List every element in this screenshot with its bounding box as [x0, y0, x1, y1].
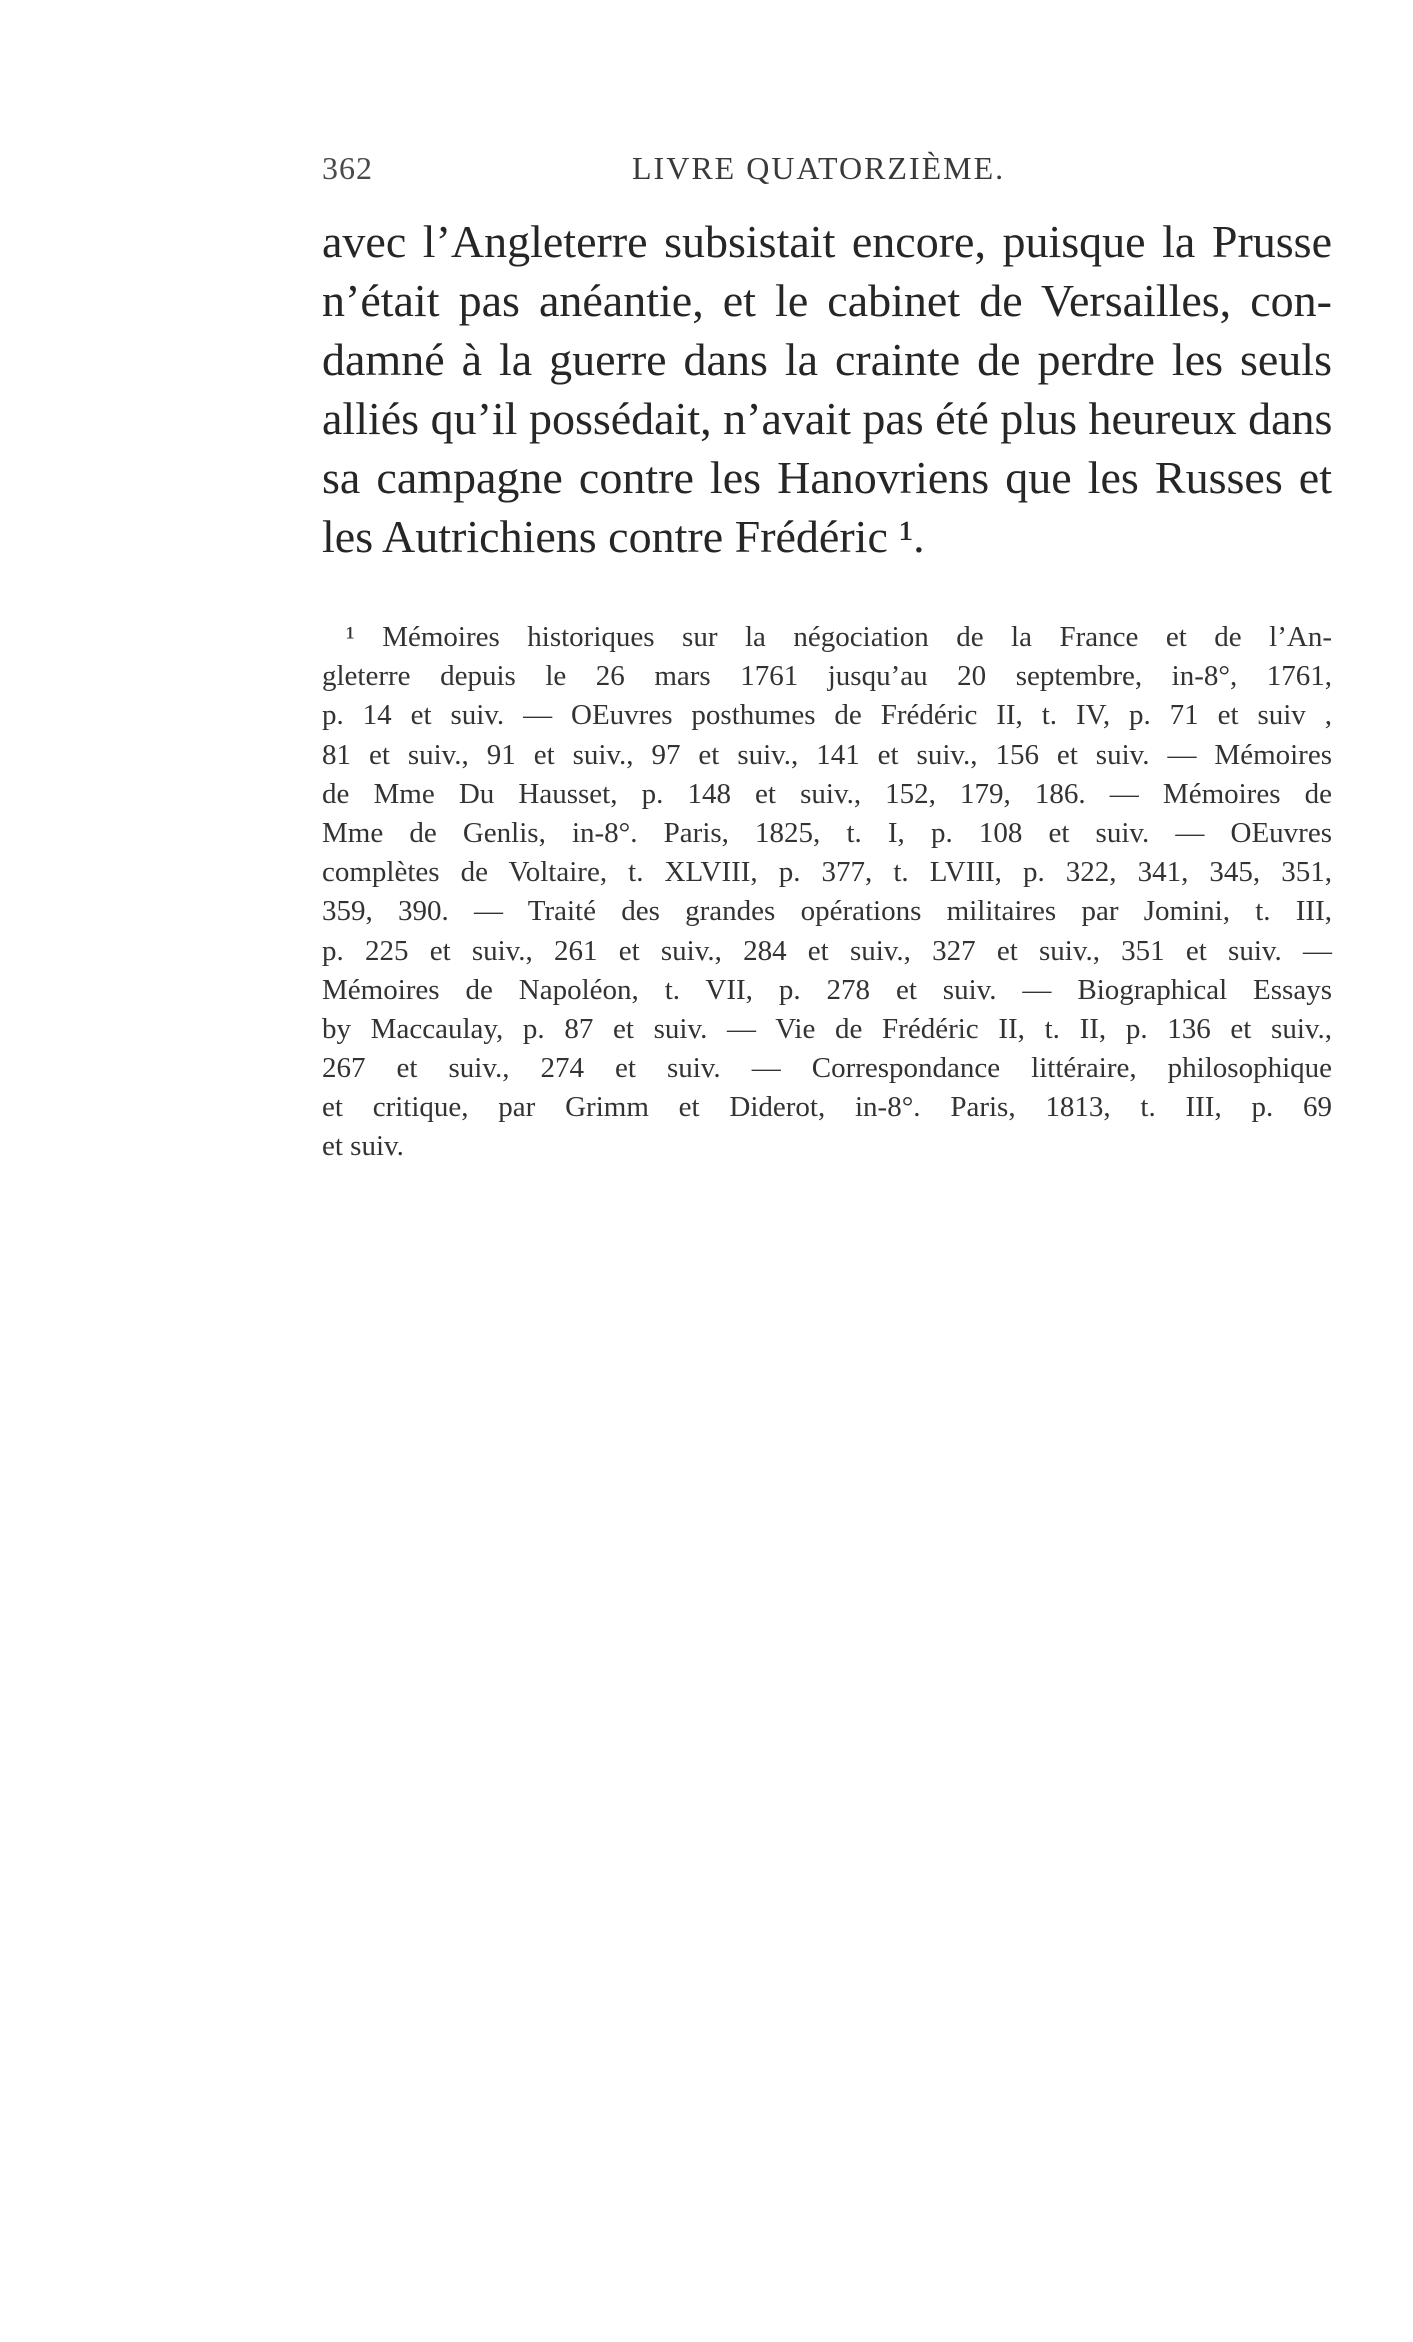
footnote-line: p. 14 et suiv. — OEuvres posthumes de Frédéric II, t. IV, p. 71 et suiv ,: [322, 699, 1332, 732]
footnote-line: gleterre depuis le 26 mars 1761 jusqu’au 20 septembre, in-8°, 1761,: [322, 660, 1332, 693]
footnote-line: de Mme Du Hausset, p. 148 et suiv., 152, 179, 186. — Mémoires de: [322, 777, 1332, 810]
footnote-line: by Maccaulay, p. 87 et suiv. — Vie de Frédéric II, t. II, p. 136 et suiv.,: [322, 1012, 1332, 1045]
footnote-line: ¹ Mémoires historiques sur la négociation de la France et de l’An-: [346, 621, 1332, 653]
footnote-line: Mémoires de Napoléon, t. VII, p. 278 et suiv. — Biographical Essays: [322, 973, 1332, 1006]
footnote: [322, 618, 1332, 1167]
footnote-line: et suiv.: [322, 1130, 404, 1163]
running-head: [322, 150, 1332, 190]
body-line: les Autrichiens contre Frédéric ¹.: [322, 511, 925, 562]
footnote-line: Mme de Genlis, in-8°. Paris, 1825, t. I, p. 108 et suiv. — OEuvres: [322, 816, 1332, 849]
body-line: avec l’Angleterre subsistait encore, puisque la Prusse: [322, 216, 1332, 267]
footnote-line: 359, 390. — Traité des grandes opérations militaires par Jomini, t. III,: [322, 895, 1332, 928]
footnote-line: 81 et suiv., 91 et suiv., 97 et suiv., 141 et suiv., 156 et suiv. — Mémoires: [322, 738, 1332, 771]
body-line: alliés qu’il possédait, n’avait pas été plus heureux dans: [322, 393, 1333, 444]
footnote-line: p. 225 et suiv., 261 et suiv., 284 et suiv., 327 et suiv., 351 et suiv. —: [322, 934, 1332, 967]
body-line: damné à la guerre dans la crainte de perdre les seuls: [322, 334, 1332, 385]
page-number: 362: [322, 150, 373, 186]
footnote-line: complètes de Voltaire, t. XLVIII, p. 377, t. LVIII, p. 322, 341, 345, 351,: [322, 856, 1332, 889]
footnote-line: 267 et suiv., 274 et suiv. — Correspondance littéraire, philosophique: [322, 1052, 1332, 1085]
footnote-line: et critique, par Grimm et Diderot, in-8°. Paris, 1813, t. III, p. 69: [322, 1091, 1332, 1124]
body-line: n’était pas anéantie, et le cabinet de Versailles, con-: [322, 275, 1332, 326]
body-paragraph: [322, 212, 1332, 566]
chapter-title: LIVRE QUATORZIÈME.: [632, 150, 1006, 186]
body-line: sa campagne contre les Hanovriens que les Russes et: [322, 452, 1332, 503]
